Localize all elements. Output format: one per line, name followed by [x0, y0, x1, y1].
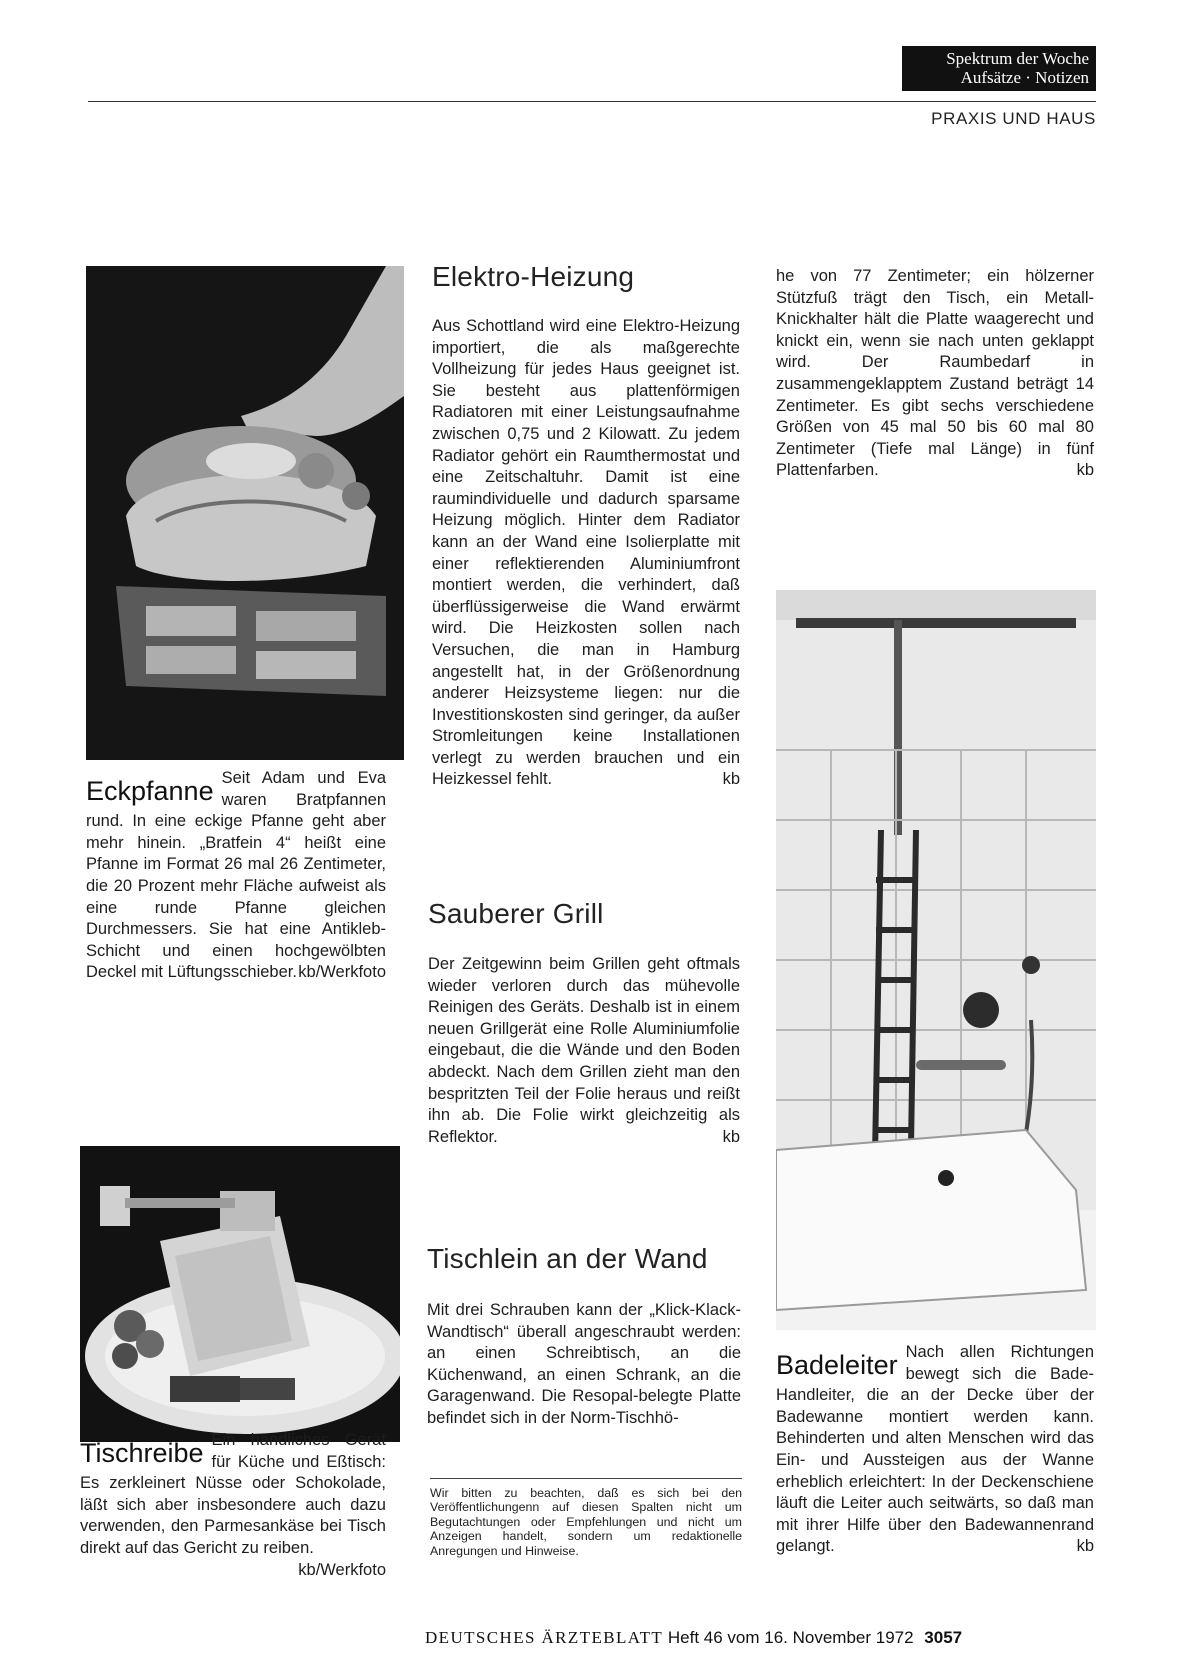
photo-eckpfanne	[86, 266, 404, 760]
article-badeleiter	[776, 1342, 1094, 1558]
photo-tischreibe	[80, 1146, 400, 1442]
article-sauberer-grill	[428, 954, 740, 1148]
page-number: 3057	[924, 1628, 963, 1647]
signature: kb/Werkfoto	[298, 1560, 386, 1579]
article-tischlein-continued	[776, 266, 1094, 482]
eckpfanne-text: Seit Adam und Eva waren Bratpfannen rund. In eine eckige Pfanne geht aber mehr hinein. „Bratfein 4“ heißt eine Pfanne im Format 26 mal 26 Zentimeter, die 20 Prozent mehr Fläche aufweist als eine runde Pfanne gleichen Durchmessers. Sie hat eine Antikleb-Schicht und einen hochgewölbten Deckel mit Lüftungsschieber.	[86, 769, 386, 982]
badeleiter-text: Nach allen Richtungen bewegt sich die Bade-Handleiter, die an der Decke über der Badewanne montiert werden kann. Behinderten und alten Menschen wird das Ein- und Aussteigen aus der Wanne erheblich erleichtert: In der Deckenschiene läuft die Leiter auch seitwärts, so daß man mit ihrer Hilfe über den Badewannenrand gelangt.	[776, 1343, 1094, 1556]
article-elektro-heizung	[432, 316, 740, 791]
elektro-text: Aus Schottland wird eine Elektro-Heizung importiert, die als maßgerechte Vollheizung für jedes Haus geeignet ist. Sie besteht aus plattenförmigen Radiatoren mit einer Leistungsaufnahme zwischen 0,75 und 2 Kilowatt. Zu jedem Radiator gehört ein Raumthermostat und eine Zeitschaltuhr. Damit ist eine raumindividuelle und dadurch sparsame Heizung möglich. Hinter dem Radiator kann an der Wand eine Isolierplatte mit einer reflektierenden Aluminiumfront montiert werden, die verhindert, daß überflüssigerweise die Wand erwärmt wird. Die Heizkosten sollen nach Versuchen, die man in Hamburg angestellt hat, in der Größenordnung anderer Heizsysteme liegen: nur die Investitionskosten sind geringer, da außer Stromleitungen keine Installationen verlegt zu werden brauchen und ein Heizkessel fehlt.	[432, 317, 740, 789]
tischreibe-text: Ein handliches Gerät für Küche und Eßtisch: Es zerkleinert Nüsse oder Schokolade, läßt sich aber insbesondere auch dazu verwenden, den Parmesankäse bei Tisch direkt auf das Gericht zu reiben.	[80, 1431, 386, 1557]
section-title: PRAXIS UND HAUS	[931, 109, 1096, 128]
signature: kb	[1076, 1537, 1094, 1556]
heading-tischlein: Tischlein an der Wand	[427, 1243, 708, 1274]
photo-badeleiter	[776, 590, 1096, 1330]
brand-line-2: Aufsätze · Notizen	[960, 68, 1089, 87]
heading-badeleiter: Badeleiter	[776, 1350, 898, 1380]
notice-rule	[430, 1478, 742, 1479]
signature: kb	[722, 1127, 740, 1146]
heading-tischreibe: Tischreibe	[80, 1438, 204, 1468]
heading-elektro-heizung: Elektro-Heizung	[432, 261, 635, 292]
article-tischreibe	[80, 1430, 386, 1581]
magazine-name: DEUTSCHES ÄRZTEBLATT	[425, 1628, 664, 1647]
signature: kb/Werkfoto	[298, 963, 386, 982]
magazine-section-badge	[902, 46, 1096, 91]
page-footer	[425, 1628, 962, 1648]
heading-eckpfanne: Eckpfanne	[86, 776, 214, 806]
article-tischlein	[427, 1300, 741, 1430]
article-eckpfanne	[86, 768, 386, 984]
heading-sauberer-grill: Sauberer Grill	[428, 898, 604, 929]
signature: kb	[722, 770, 740, 789]
header-rule	[88, 101, 1096, 102]
issue-info: Heft 46 vom 16. November 1972	[667, 1628, 914, 1647]
editorial-notice: Wir bitten zu beachten, daß es sich bei den Veröffentlichungenn auf diesen Spalten nicht um Begutachtungen oder Empfehlungen und nicht um Anzeigen handelt, sondern um redaktionelle Anregungen und Hinweise.	[430, 1486, 742, 1558]
tischlein-continuation: he von 77 Zentimeter; ein hölzerner Stützfuß trägt den Tisch, ein Metall-Knickhalter hält die Platte waagerecht und knickt ein, wenn sie nach unten geklappt wird. Der Raumbedarf in zusammengeklapptem Zustand beträgt 14 Zentimeter. Es gibt sechs verschiedene Größen von 45 mal 50 bis 60 mal 80 Zentimeter (Tiefe mal Länge) in fünf Plattenfarben.	[776, 267, 1094, 480]
signature: kb	[1076, 461, 1094, 480]
tischlein-text: Mit drei Schrauben kann der „Klick-Klack-Wandtisch“ überall angeschraubt werden: an einen Schreibtisch, an die Küchenwand, an einen Schrank, an die Garagenwand. Die Resopal-belegte Platte befindet sich in der Norm-Tischhö-	[427, 1301, 741, 1427]
grill-text: Der Zeitgewinn beim Grillen geht oftmals wieder verloren durch das mühevolle Reinigen des Geräts. Deshalb ist in einem neuen Grillgerät eine Rolle Aluminiumfolie eingebaut, die die Wände und den Boden abdeckt. Nach dem Grillen zieht man den bespritzten Teil der Folie heraus und reißt ihn ab. Die Folie wirkt gleichzeitig als Reflektor.	[428, 955, 740, 1146]
brand-line-1: Spektrum der Woche	[946, 49, 1089, 68]
